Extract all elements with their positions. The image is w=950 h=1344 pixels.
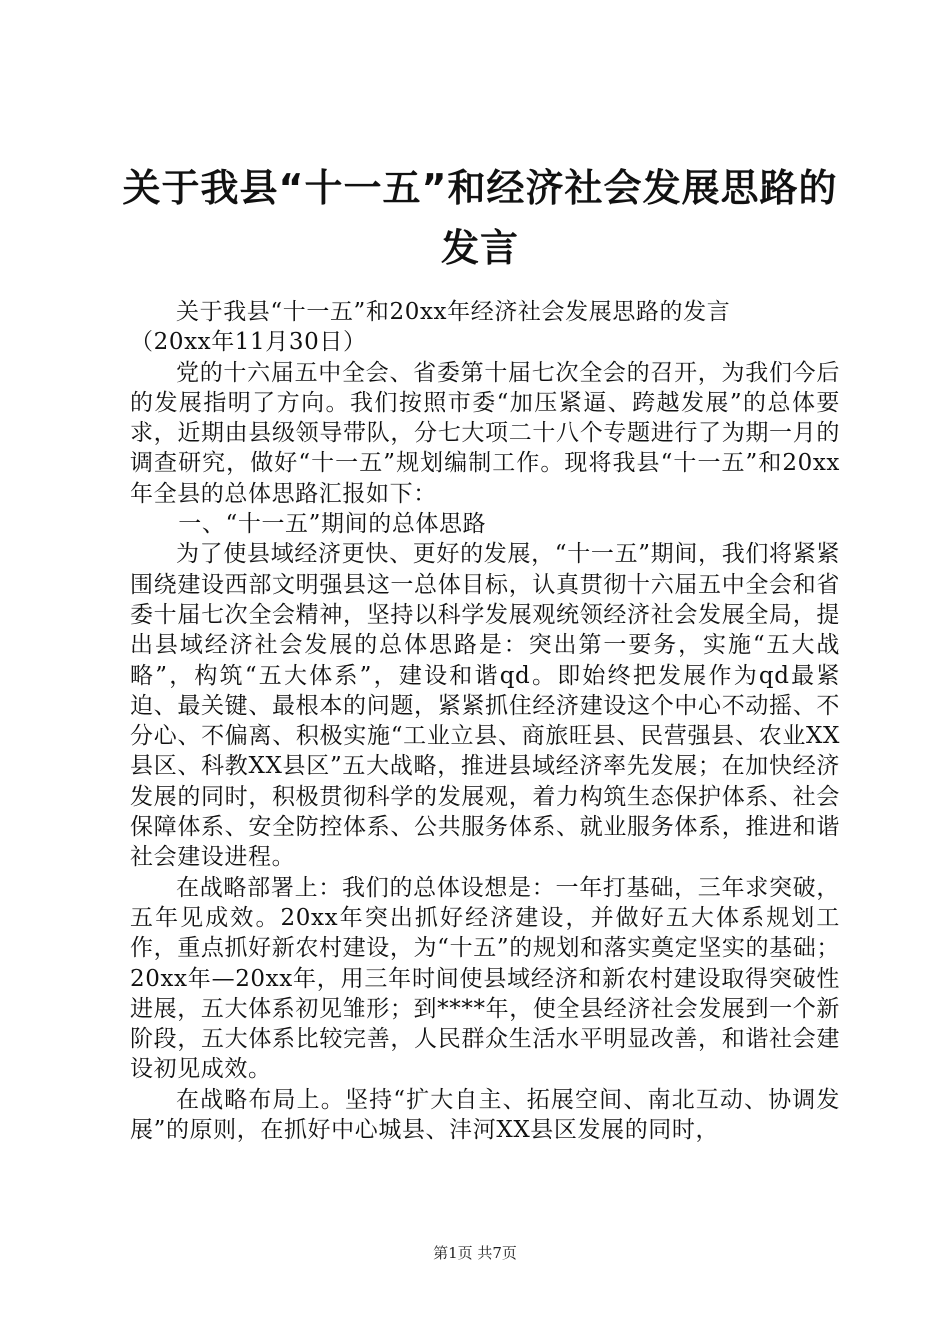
body-paragraph: 为了使县域经济更快、更好的发展，“十一五”期间，我们将紧紧围绕建设西部文明强县这一总体目标，认真贯彻十六届五中全会和省委十届七次全会精神，坚持以科学发展观统领经济社会发展全局，提出县域经济社会发展的总体思路是：突出第一要务，实施“五大战略”，构筑“五大体系”，建设和谐qd。即始终把发展作为qd最紧迫、最关键、最根本的问题，紧紧抓住经济建设这个中心不动摇、不分心、不偏离、积极实施“工业立县、商旅旺县、民营强县、农业XX县区、科教XX县区”五大战略，推进县域经济率先发展；在加快经济发展的同时，积极贯彻科学的发展观，着力构筑生态保护体系、社会保障体系、安全防控体系、公共服务体系、就业服务体系，推进和谐社会建设进程。 (130, 541, 840, 871)
section-heading: 一、“十一五”期间的总体思路 (178, 511, 487, 538)
page-number-footer: 第1页 共7页 (433, 1244, 517, 1262)
subtitle-line: 关于我县“十一五”和20xx年经济社会发展思路的发言 (176, 299, 731, 325)
body-paragraph: 在战略布局上。坚持“扩大自主、拓展空间、南北互动、协调发展”的原则，在抓好中心城县、沣河XX县区发展的同时， (130, 1086, 840, 1144)
date-line: （20xx年11月30日） (130, 329, 367, 356)
document-title: 关于我县“十一五”和经济社会发展思路的发言 (122, 166, 838, 270)
body-paragraph: 在战略部署上：我们的总体设想是：一年打基础，三年求突破，五年见成效。20xx年突出抓好经济建设，并做好五大体系规划工作，重点抓好新农村建设，为“十五”的规划和落实奠定坚实的基础；20xx年—20xx年，用三年时间使县域经济和新农村建设取得突破性进展，五大体系初见雏形；到****年，使全县经济社会发展到一个新阶段，五大体系比较完善，人民群众生活水平明显改善，和谐社会建设初见成效。 (130, 874, 840, 1083)
document-body (130, 297, 840, 1145)
intro-paragraph: 党的十六届五中全会、省委第十届七次全会的召开，为我们今后的发展指明了方向。我们按照市委“加压紧逼、跨越发展”的总体要求，近期由县级领导带队，分七大项二十八个专题进行了为期一月的调查研究，做好“十一五”规划编制工作。现将我县“十一五”和20xx年全县的总体思路汇报如下： (130, 359, 840, 507)
